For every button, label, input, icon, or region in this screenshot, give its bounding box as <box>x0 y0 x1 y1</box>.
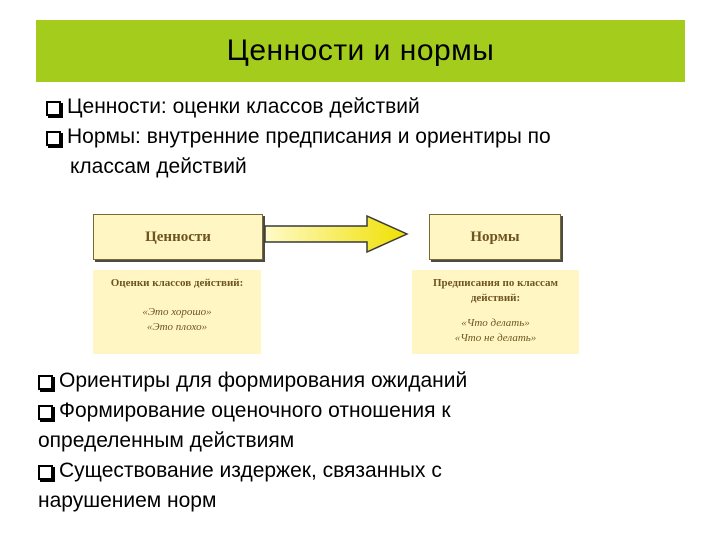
checkbox-bullet-icon <box>46 101 61 116</box>
norms-box-label: Нормы <box>470 228 520 245</box>
bullet-text: Формирование оценочного отношения к <box>59 399 451 422</box>
norms-panel-heading-line1: Предписания по классам <box>432 277 559 289</box>
bullet-norms <box>46 122 686 152</box>
bullet-text: Существование издержек, связанных с <box>59 459 442 482</box>
values-panel <box>93 270 261 354</box>
bullet-attitude <box>38 396 698 426</box>
checkbox-bullet-icon <box>38 465 53 480</box>
checkbox-bullet-icon <box>38 405 53 420</box>
slide-title: Ценности и нормы <box>226 34 495 67</box>
values-item: «Это хорошо» <box>142 306 212 318</box>
bullet-text: Нормы: внутренние предписания и ориентиры по <box>67 125 551 148</box>
title-bar <box>36 20 685 82</box>
checkbox-bullet-icon <box>38 375 53 390</box>
values-panel-heading: Оценки классов действий: <box>110 277 244 289</box>
values-box-label: Ценности <box>145 228 211 245</box>
top-bullet-list <box>46 92 686 182</box>
bullet-text: Ориентиры для формирования ожиданий <box>59 369 468 392</box>
arrow-icon <box>262 212 412 256</box>
norms-item: «Что делать» <box>461 317 530 329</box>
norms-panel <box>412 270 579 354</box>
bullet-attitude-continuation: определенным действиям <box>38 429 295 452</box>
bullet-costs <box>38 456 698 486</box>
norms-panel-heading-line2: действий: <box>470 292 521 304</box>
bullet-expectations <box>38 366 698 396</box>
bullet-text: Ценности: оценки классов действий <box>67 95 420 118</box>
bullet-norms-continuation: классам действий <box>70 155 247 178</box>
norms-box <box>429 214 561 260</box>
values-box <box>93 214 263 260</box>
bullet-costs-continuation: нарушением норм <box>38 489 217 512</box>
bullet-values <box>46 92 686 122</box>
values-item: «Это плохо» <box>146 321 208 333</box>
bottom-bullet-list <box>38 366 698 516</box>
norms-item: «Что не делать» <box>454 332 537 344</box>
checkbox-bullet-icon <box>46 131 61 146</box>
